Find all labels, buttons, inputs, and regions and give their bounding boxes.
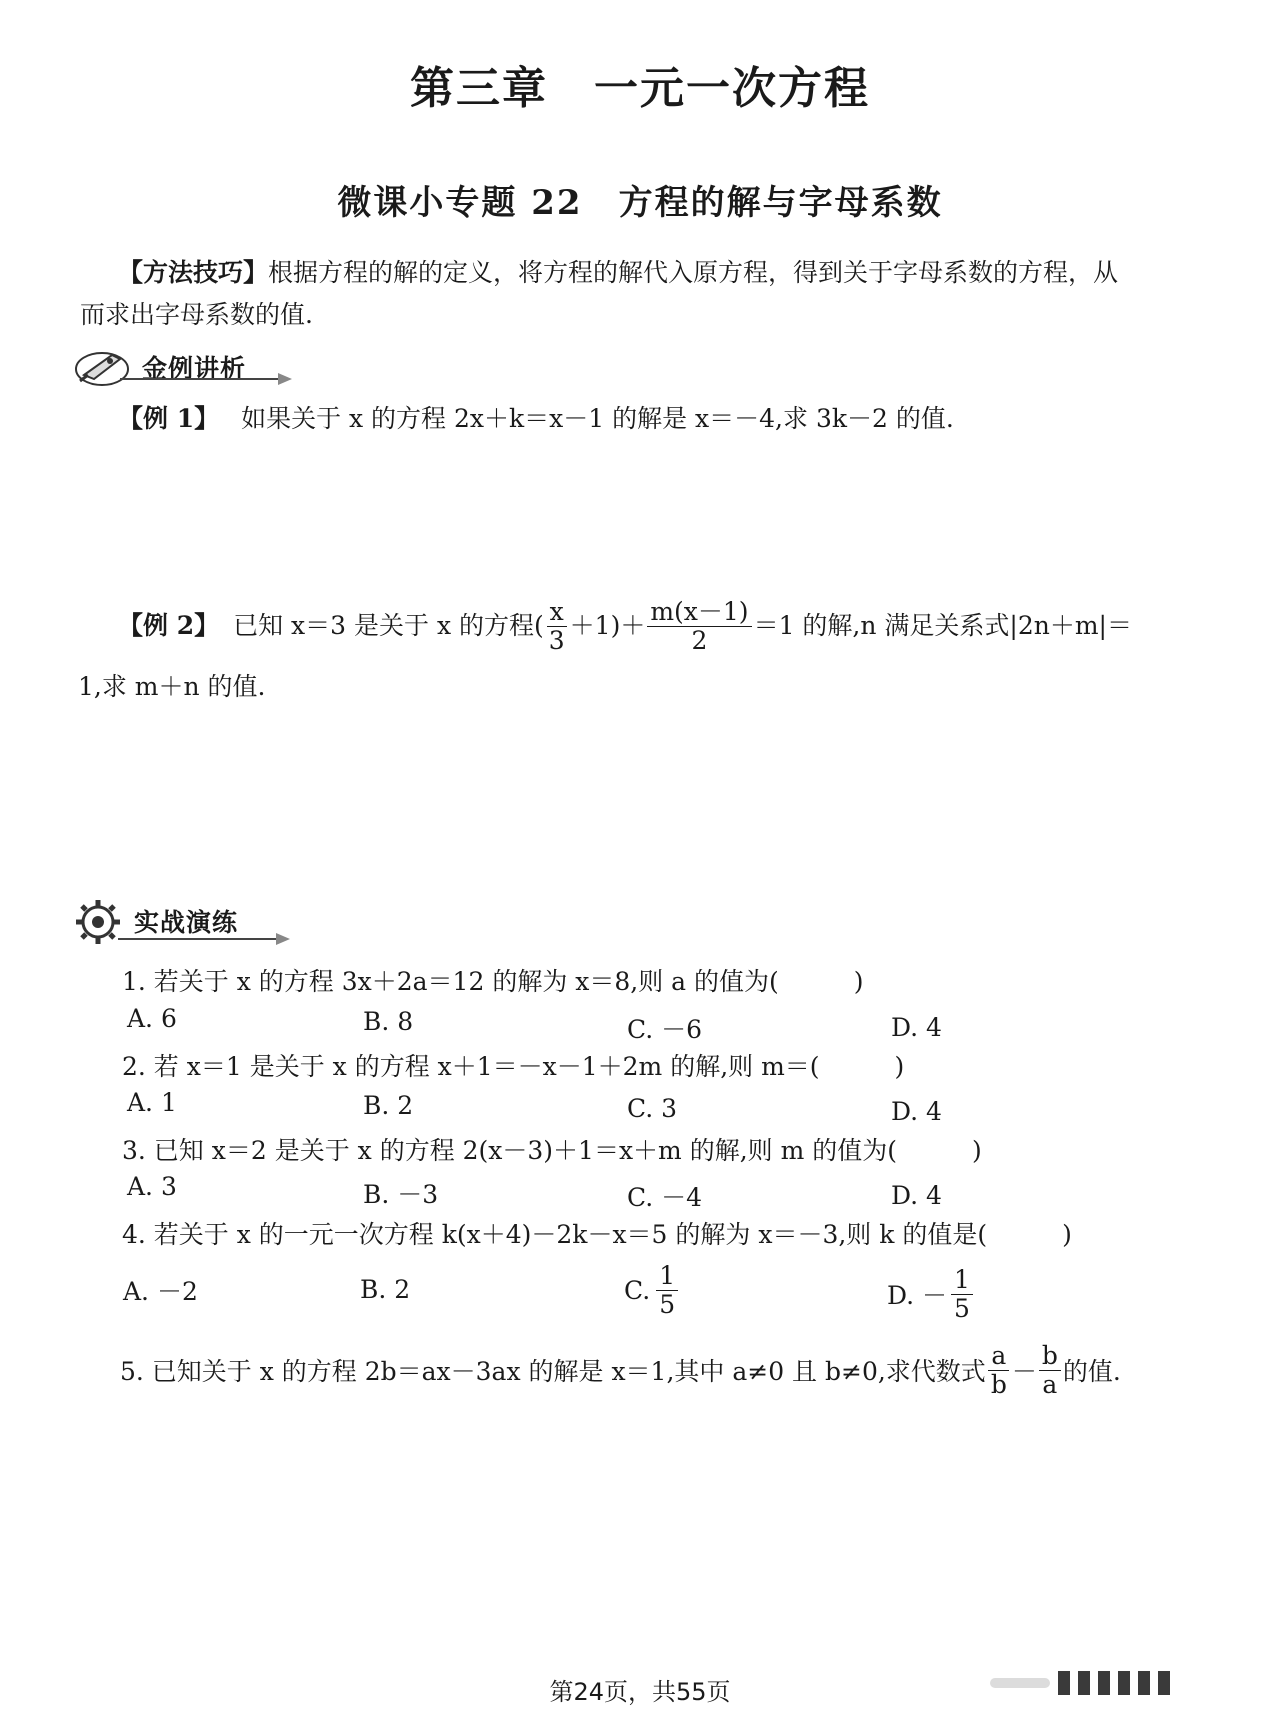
question-5 [120,1342,1121,1398]
chapter-title: 第三章 一元一次方程 [410,63,870,114]
control-block[interactable] [1158,1671,1170,1695]
q5-pre: 5. 已知关于 x 的方程 2b＝ax－3ax 的解是 x＝1,其中 a≠0 且 b≠0,求代数式 [120,1357,986,1386]
q2-option-b: B. 2 [363,1091,414,1120]
q4-option-c-label: C. [624,1275,651,1305]
frac-den: 5 [954,1293,970,1323]
fraction-x-over-3 [546,598,568,654]
q4-option-a: A. －2 [123,1277,198,1306]
q1-option-a: A. 6 [127,1004,177,1033]
question-3-stem: 3. 已知 x＝2 是关于 x 的方程 2(x－3)＋1＝x＋m 的解,则 m 的值为( ) [122,1136,982,1165]
section-label-practice: 实战演练 [134,908,239,937]
question-4-stem: 4. 若关于 x 的一元一次方程 k(x＋4)－2k－x＝5 的解为 x＝－3,则 k 的值是( ) [122,1220,1072,1249]
q4-option-d-label: D. － [887,1281,948,1310]
section-underline-arrow [118,932,298,946]
section-underline-arrow [120,372,300,386]
question-2-stem: 2. 若 x＝1 是关于 x 的方程 x＋1＝－x－1＋2m 的解,则 m＝( ) [122,1052,905,1081]
frac-num: x [547,598,567,627]
frac-num: 1 [656,1262,678,1291]
frac-num: m(x－1) [647,598,751,627]
q4-option-d [887,1266,975,1322]
frac-den: 2 [691,625,708,655]
control-block[interactable] [1078,1671,1090,1695]
q3-option-d: D. 4 [891,1181,942,1210]
q1-option-d: D. 4 [891,1013,942,1042]
q4-option-c [624,1262,680,1318]
frac-num: a [988,1342,1009,1371]
control-block[interactable] [1098,1671,1110,1695]
q5-post: 的值. [1062,1357,1121,1386]
q2-option-d: D. 4 [891,1097,942,1126]
method-tip-line1 [118,252,1118,294]
page-counter: 第24页，共55页 [549,1678,731,1706]
q2-option-c: C. 3 [627,1094,678,1123]
topic-title: 微课小专题 22 方程的解与字母系数 [337,183,943,223]
q3-option-a: A. 3 [127,1172,177,1201]
fraction-one-fifth [656,1262,678,1318]
q5-minus: － [1011,1357,1037,1386]
example-2-post: ＝1 的解,n 满足关系式|2n＋m|＝ [753,611,1132,640]
q4-option-b: B. 2 [360,1275,411,1304]
frac-den: 5 [659,1289,676,1319]
frac-num: 1 [951,1266,973,1295]
method-tip-text: 根据方程的解的定义，将方程的解代入原方程，得到关于字母系数的方程，从 [268,258,1119,287]
example-2-pre: 已知 x＝3 是关于 x 的方程( [233,611,544,640]
method-tip-line2: 而求出字母系数的值. [80,300,313,329]
q1-option-b: B. 8 [363,1007,414,1036]
fraction-m-expr [647,598,751,654]
q2-option-a: A. 1 [127,1088,177,1117]
q3-option-c: C. －4 [627,1183,703,1212]
fraction-b-over-a [1039,1342,1061,1398]
q3-option-b: B. －3 [363,1180,439,1209]
scroll-track[interactable] [990,1678,1050,1688]
control-block[interactable] [1138,1671,1150,1695]
frac-den: a [1042,1369,1058,1399]
q1-option-c: C. －6 [627,1015,703,1044]
example-2-mid: ＋1)＋ [569,611,646,640]
control-block[interactable] [1058,1671,1070,1695]
frac-num: b [1039,1342,1061,1371]
example-2-line2: 1,求 m＋n 的值. [78,672,266,701]
example-2-label: 【例 2】 [118,611,220,640]
example-1-label: 【例 1】 [118,404,220,433]
frac-den: 3 [548,625,565,655]
fraction-one-fifth [951,1266,973,1322]
method-tip-label: 【方法技巧】 [118,258,269,287]
question-1-stem: 1. 若关于 x 的方程 3x＋2a＝12 的解为 x＝8,则 a 的值为( ) [122,967,864,996]
control-block[interactable] [1118,1671,1130,1695]
example-1-text: 如果关于 x 的方程 2x＋k＝x－1 的解是 x＝－4,求 3k－2 的值. [241,404,954,433]
example-2-line1 [118,598,1132,654]
section-label-examples: 金例讲析 [142,354,247,383]
example-1 [118,398,954,440]
frac-den: b [990,1369,1007,1399]
page-controls[interactable] [990,1671,1170,1695]
fraction-a-over-b [988,1342,1010,1398]
